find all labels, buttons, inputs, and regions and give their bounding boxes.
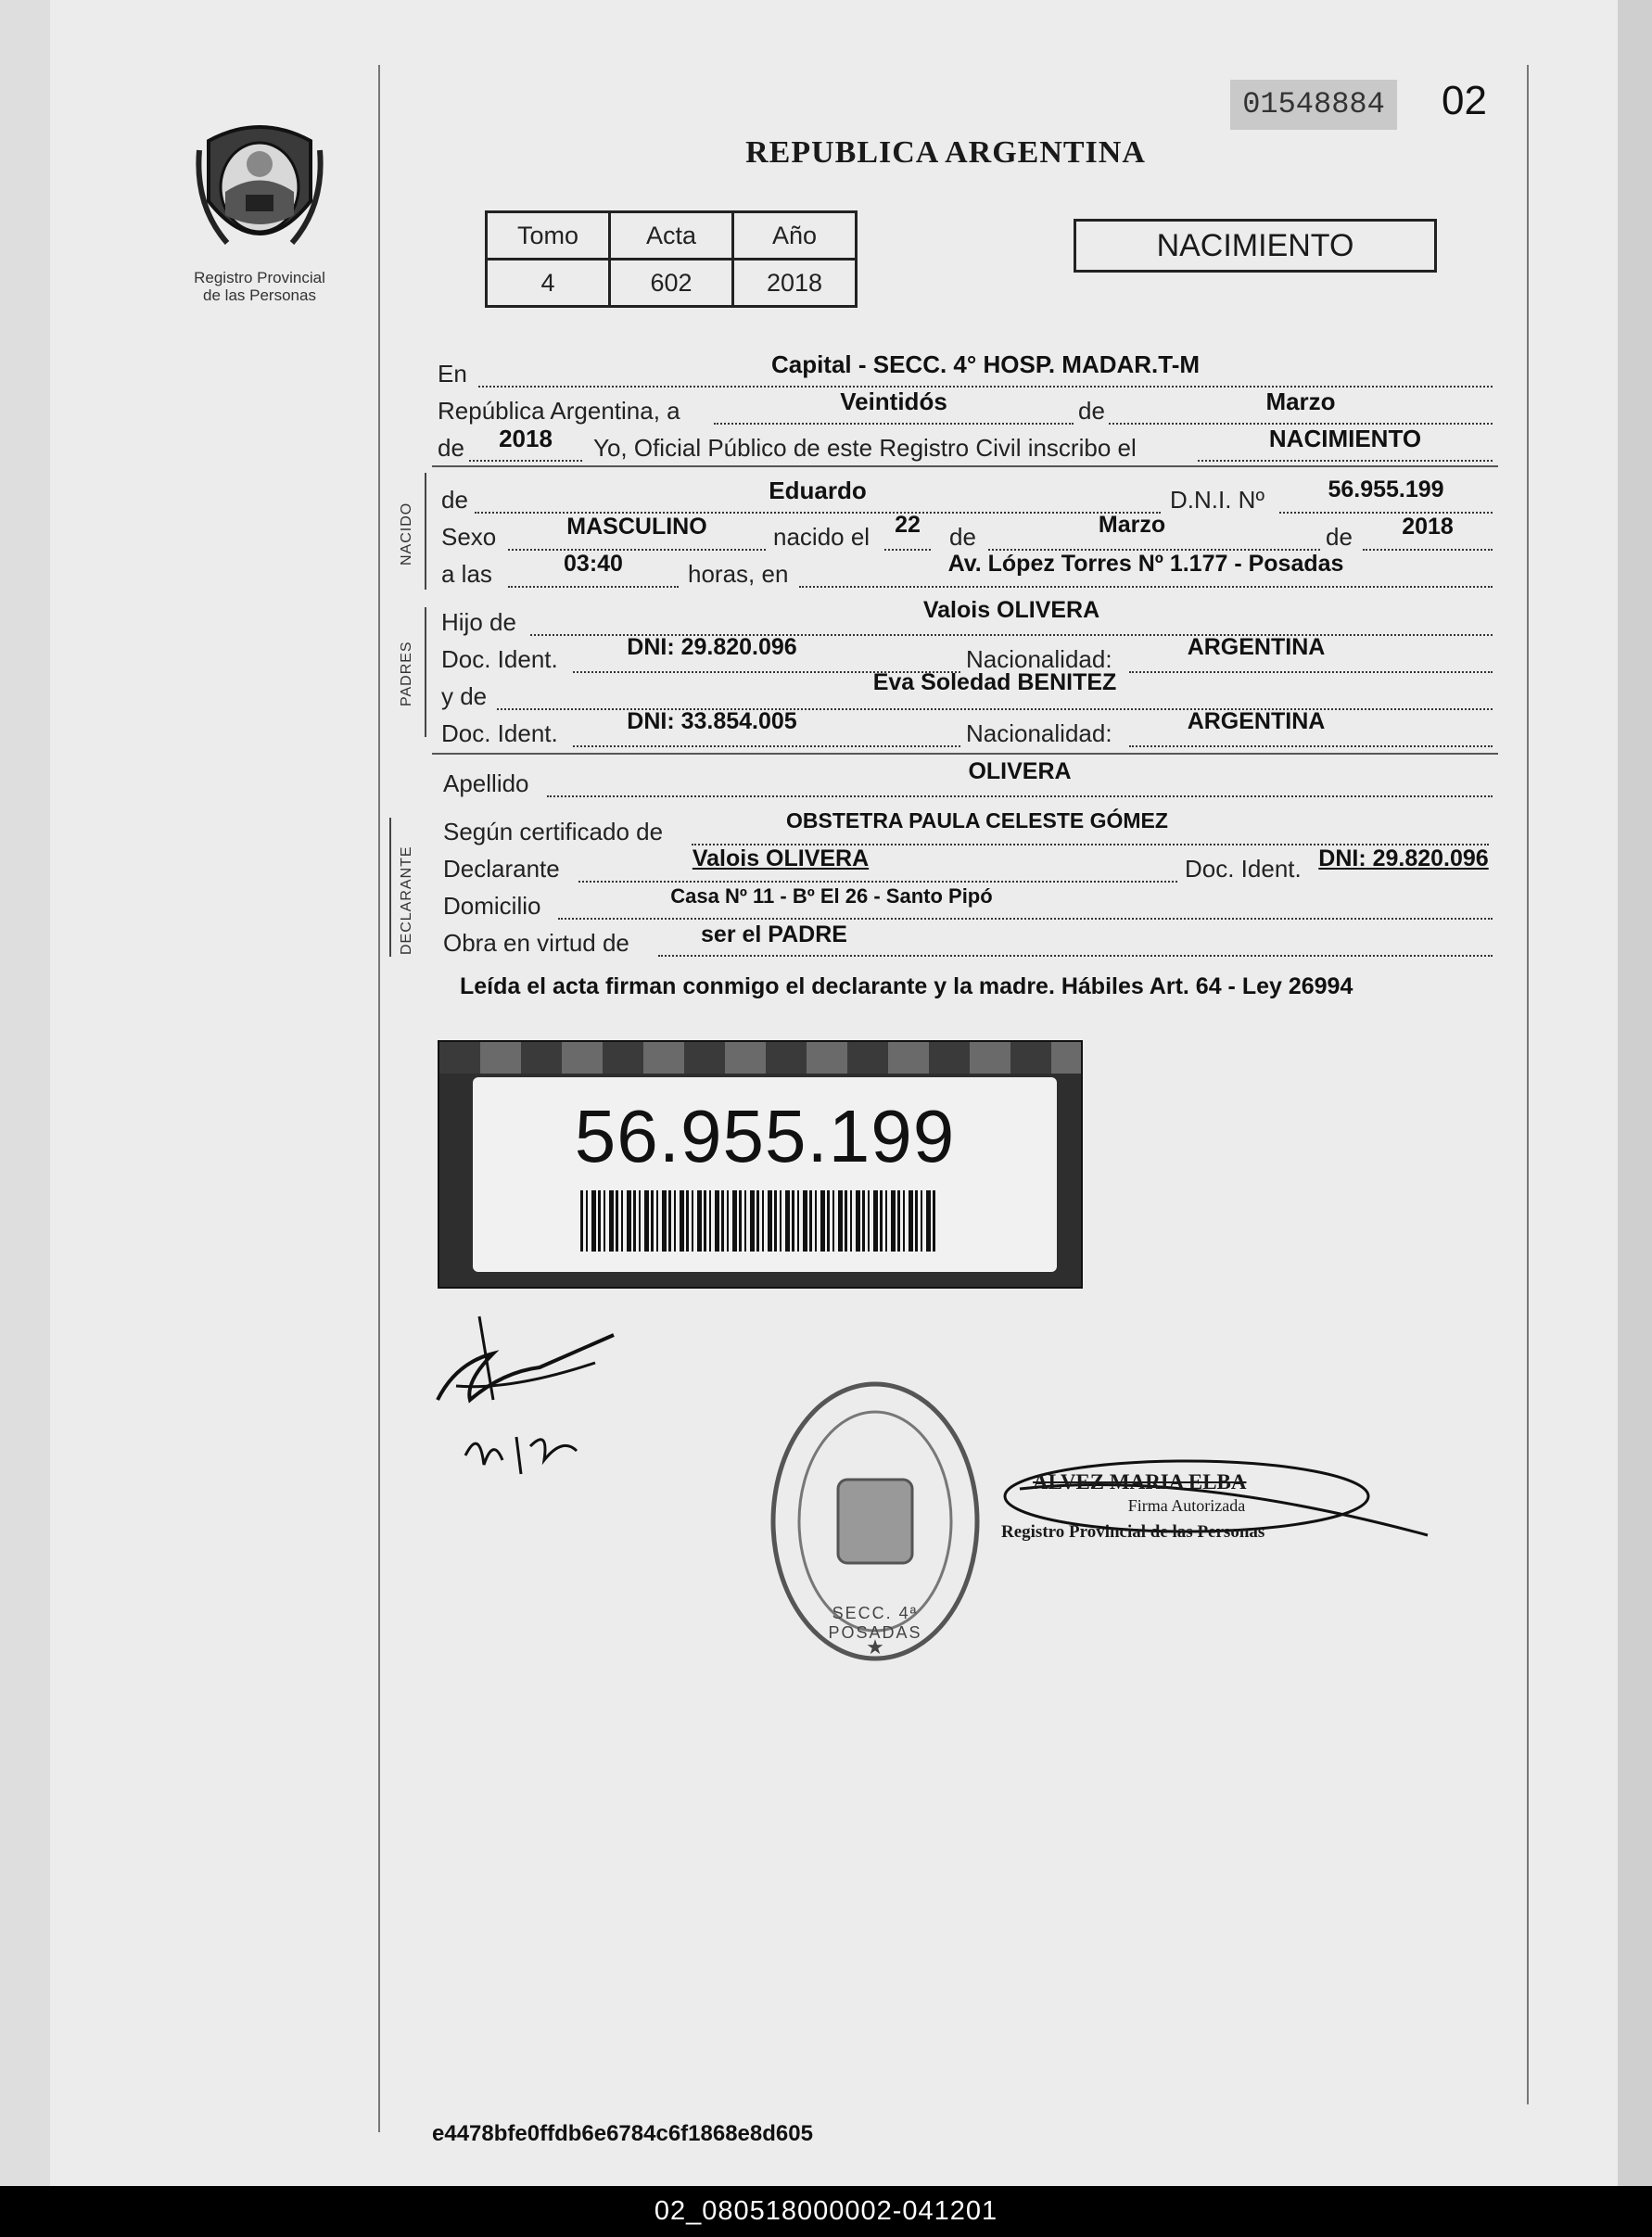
father-doc-value: DNI: 29.820.096 bbox=[627, 634, 797, 660]
table-value-anio: 2018 bbox=[733, 260, 857, 307]
a-las-label: a las bbox=[441, 560, 492, 588]
sexo-value: MASCULINO bbox=[566, 514, 707, 540]
mother-nat-value: ARGENTINA bbox=[1187, 708, 1326, 734]
domicilio-label: Domicilio bbox=[443, 892, 541, 920]
apellido-label: Apellido bbox=[443, 769, 529, 797]
time-value: 03:40 bbox=[564, 551, 623, 577]
de4-label: de bbox=[949, 523, 976, 551]
obra-value: ser el PADRE bbox=[701, 921, 847, 947]
dni-sticker bbox=[438, 1040, 1083, 1289]
declarant-signature bbox=[428, 1298, 651, 1493]
name-value: Eduardo bbox=[769, 477, 867, 504]
file-id-bar: 02_080518000002-041201 bbox=[0, 2186, 1652, 2237]
birth-year-value: 2018 bbox=[1402, 514, 1454, 540]
document-hash: e4478bfe0ffdb6e6784c6f1868e8d605 bbox=[432, 2121, 813, 2146]
authorized-registry: Registro Provincial de las Personas bbox=[1001, 1522, 1265, 1542]
table-value-tomo: 4 bbox=[487, 260, 610, 307]
authorized-role: Firma Autorizada bbox=[1127, 1496, 1246, 1515]
en-label: En bbox=[438, 360, 467, 388]
de2-label: de bbox=[438, 434, 464, 462]
registry-caption bbox=[167, 269, 352, 304]
right-margin-line bbox=[1527, 65, 1529, 2104]
apellido-value: OLIVERA bbox=[968, 758, 1072, 784]
inscribo-value: NACIMIENTO bbox=[1268, 425, 1422, 452]
padres-section-label: PADRES bbox=[399, 641, 414, 706]
en-value: Capital - SECC. 4° HOSP. MADAR.T-M bbox=[770, 350, 1201, 378]
table-header-acta: Acta bbox=[610, 212, 733, 260]
father-nat-value: ARGENTINA bbox=[1187, 634, 1326, 660]
declarante-section-label: DECLARANTE bbox=[399, 845, 414, 955]
padres-bracket bbox=[425, 607, 426, 737]
document-type-box: NACIMIENTO bbox=[1074, 219, 1437, 273]
separator-padres bbox=[432, 753, 1498, 755]
segun-label: Según certificado de bbox=[443, 818, 664, 845]
declarante-label: Declarante bbox=[443, 855, 560, 883]
domicilio-value: Casa Nº 11 - Bº El 26 - Santo Pipó bbox=[670, 884, 993, 908]
book-table bbox=[485, 210, 858, 308]
horas-label: horas, en bbox=[688, 560, 789, 588]
sticker-barcode bbox=[580, 1190, 938, 1252]
oficial-label: Yo, Oficial Público de este Registro Civil inscribo el bbox=[593, 434, 1137, 462]
page-edge-right bbox=[1618, 0, 1652, 2186]
sticker-number: 56.955.199 bbox=[574, 1095, 956, 1177]
sticker-label bbox=[473, 1077, 1057, 1272]
de5-label: de bbox=[1326, 523, 1353, 551]
birth-month-value: Marzo bbox=[1098, 512, 1166, 538]
month-value: Marzo bbox=[1265, 388, 1336, 415]
left-margin-line bbox=[378, 65, 380, 2132]
page-number: 02 bbox=[1442, 78, 1487, 123]
mother-value: Eva Soledad BENITEZ bbox=[872, 669, 1117, 695]
serial-number: 01548884 bbox=[1230, 80, 1397, 130]
nacionalidad-2-label: Nacionalidad: bbox=[966, 719, 1112, 747]
segun-value: OBSTETRA PAULA CELESTE GÓMEZ bbox=[786, 808, 1168, 833]
authorized-signature bbox=[1001, 1452, 1437, 1554]
authorized-name: ALVEZ MARIA ELBA bbox=[1033, 1470, 1247, 1493]
closing-statement: Leída el acta firman conmigo el declarante y la madre. Hábiles Art. 64 - Ley 26994 bbox=[460, 973, 1353, 999]
birth-day-value: 22 bbox=[895, 512, 921, 538]
obra-label: Obra en virtud de bbox=[443, 929, 629, 957]
y-de-label: y de bbox=[441, 682, 488, 710]
separator-top bbox=[432, 465, 1498, 467]
seal-caption: SECC. 4ª POSADAS bbox=[828, 1604, 922, 1642]
sexo-label: Sexo bbox=[441, 523, 497, 551]
table-header-anio: Año bbox=[733, 212, 857, 260]
declarante-value: Valois OLIVERA bbox=[692, 845, 870, 871]
mother-doc-value: DNI: 33.854.005 bbox=[627, 708, 797, 734]
page-edge-left bbox=[0, 0, 50, 2186]
father-value: Valois OLIVERA bbox=[922, 597, 1100, 623]
svg-text:★: ★ bbox=[866, 1635, 884, 1659]
coat-of-arms-logo bbox=[190, 113, 329, 261]
sticker-pattern-strip bbox=[439, 1042, 1081, 1074]
table-header-tomo: Tomo bbox=[487, 212, 610, 260]
registry-line-1: Registro Provincial bbox=[194, 269, 325, 286]
nacido-section-label: NACIDO bbox=[399, 502, 414, 566]
registry-line-2: de las Personas bbox=[203, 286, 316, 304]
nacido-el-label: nacido el bbox=[773, 523, 870, 551]
table-value-acta: 602 bbox=[610, 260, 733, 307]
dni-label: D.N.I. Nº bbox=[1170, 486, 1264, 514]
hijo-de-label: Hijo de bbox=[441, 608, 516, 636]
declarante-bracket bbox=[389, 818, 391, 957]
doc-ident-2-label: Doc. Ident. bbox=[441, 719, 558, 747]
year-value: 2018 bbox=[499, 425, 553, 452]
de3-label: de bbox=[441, 486, 468, 514]
official-seal bbox=[766, 1376, 985, 1667]
doc-ident-1-label: Doc. Ident. bbox=[441, 645, 558, 673]
declarante-doc-value: DNI: 29.820.096 bbox=[1318, 845, 1489, 871]
document-title: REPUBLICA ARGENTINA bbox=[745, 135, 1146, 170]
day-value: Veintidós bbox=[840, 388, 947, 415]
place-value: Av. López Torres Nº 1.177 - Posadas bbox=[947, 551, 1344, 577]
republica-label: República Argentina, a bbox=[438, 397, 680, 425]
de-label: de bbox=[1078, 397, 1105, 425]
dni-value: 56.955.199 bbox=[1328, 477, 1444, 502]
doc-ident-3-label: Doc. Ident. bbox=[1185, 855, 1302, 883]
nacido-bracket bbox=[425, 473, 426, 590]
nacionalidad-1-label: Nacionalidad: bbox=[966, 645, 1112, 673]
